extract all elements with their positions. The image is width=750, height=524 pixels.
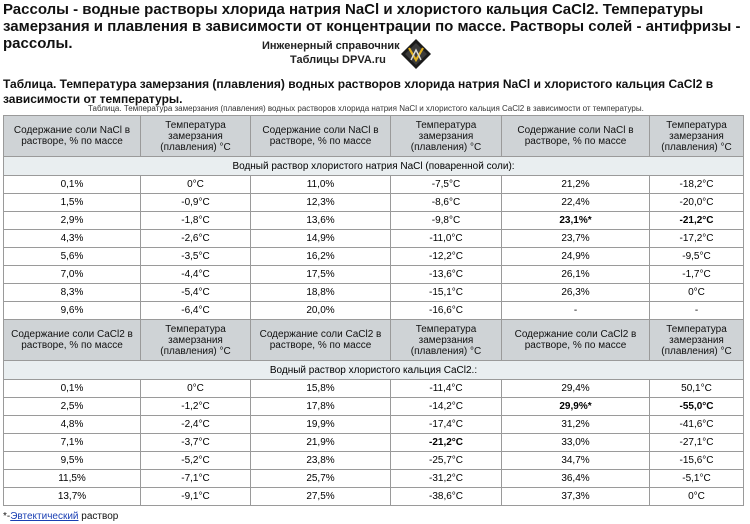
table-cell: 21,2% bbox=[502, 176, 650, 194]
table-cell: 2,9% bbox=[4, 212, 141, 230]
table-cell: -3,5°С bbox=[141, 248, 251, 266]
table-cell: 9,6% bbox=[4, 302, 141, 320]
table-cell: 23,7% bbox=[502, 230, 650, 248]
column-header: Температура замерзания (плавления) °С bbox=[391, 116, 502, 157]
table-cell: -16,6°С bbox=[391, 302, 502, 320]
table-row bbox=[4, 302, 744, 320]
table-cell: - bbox=[502, 302, 650, 320]
footnote-prefix: *- bbox=[3, 511, 11, 522]
table-cell: -13,6°С bbox=[391, 266, 502, 284]
table-cell: 29,4% bbox=[502, 380, 650, 398]
table-cell: 27,5% bbox=[251, 488, 391, 506]
table-cell bbox=[502, 398, 650, 416]
table-cell: 20,0% bbox=[251, 302, 391, 320]
table-cell: 9,5% bbox=[4, 452, 141, 470]
table-row bbox=[4, 284, 744, 302]
table-cell: 8,3% bbox=[4, 284, 141, 302]
table-cell: -9,5°С bbox=[650, 248, 744, 266]
table-cell: -18,2°С bbox=[650, 176, 744, 194]
table-cell: -6,4°С bbox=[141, 302, 251, 320]
table-cell: -20,0°С bbox=[650, 194, 744, 212]
table-cell: -15,6°С bbox=[650, 452, 744, 470]
section-row bbox=[4, 157, 744, 176]
column-header: Температура замерзания (плавления) °С bbox=[650, 116, 744, 157]
table-cell: -15,1°С bbox=[391, 284, 502, 302]
table-cell: -27,1°С bbox=[650, 434, 744, 452]
table-row bbox=[4, 452, 744, 470]
table-row bbox=[4, 434, 744, 452]
eutectic-value: -21,2°С bbox=[428, 437, 463, 448]
table-row bbox=[4, 488, 744, 506]
table-cell: -2,4°С bbox=[141, 416, 251, 434]
page-title: Рассолы - водные растворы хлорида натрия NaCl и хлористого кальция CaCl2. Температуры замерзания и плавления в зависимости от концентрации по массе. Растворы солей - антифризы - рассолы. bbox=[3, 1, 741, 52]
table-header-row bbox=[4, 116, 744, 157]
table-cell: 17,8% bbox=[251, 398, 391, 416]
table-cell: 0,1% bbox=[4, 176, 141, 194]
table-cell: 11,0% bbox=[251, 176, 391, 194]
table-cell: 7,0% bbox=[4, 266, 141, 284]
table-cell: 26,1% bbox=[502, 266, 650, 284]
column-header: Содержание соли CaCl2 в растворе, % по массе bbox=[251, 320, 391, 361]
table-cell: 31,2% bbox=[502, 416, 650, 434]
table-cell: 0°С bbox=[650, 488, 744, 506]
eutectic-value: 23,1%* bbox=[559, 215, 592, 226]
table-cell: 26,3% bbox=[502, 284, 650, 302]
table-cell bbox=[391, 434, 502, 452]
table-cell: -7,5°С bbox=[391, 176, 502, 194]
section-row bbox=[4, 361, 744, 380]
table-cell: 25,7% bbox=[251, 470, 391, 488]
table-cell: -3,7°С bbox=[141, 434, 251, 452]
table-cell: -0,9°С bbox=[141, 194, 251, 212]
table-cell: 12,3% bbox=[251, 194, 391, 212]
table-cell: 34,7% bbox=[502, 452, 650, 470]
table-cell: - bbox=[650, 302, 744, 320]
column-header: Содержание соли CaCl2 в растворе, % по массе bbox=[4, 320, 141, 361]
table-row bbox=[4, 212, 744, 230]
table-cell: 24,9% bbox=[502, 248, 650, 266]
table-cell: 0°С bbox=[650, 284, 744, 302]
table-row bbox=[4, 380, 744, 398]
table-cell: 23,8% bbox=[251, 452, 391, 470]
table-cell: 13,7% bbox=[4, 488, 141, 506]
table-heading: Таблица. Температура замерзания (плавления) водных растворов хлорида натрия NaCl и хлористого кальция CaCl2 в зависимости от температуры. bbox=[3, 77, 714, 106]
table-row bbox=[4, 230, 744, 248]
table-cell: 33,0% bbox=[502, 434, 650, 452]
footnote bbox=[3, 511, 118, 522]
column-header: Содержание соли NaCl в растворе, % по массе bbox=[502, 116, 650, 157]
table-cell: 11,5% bbox=[4, 470, 141, 488]
column-header: Температура замерзания (плавления) °С bbox=[391, 320, 502, 361]
table-cell: -12,2°С bbox=[391, 248, 502, 266]
eutectic-value: -55,0°С bbox=[679, 401, 714, 412]
table-cell: -1,7°С bbox=[650, 266, 744, 284]
table-cell: 4,3% bbox=[4, 230, 141, 248]
table-cell: -11,4°С bbox=[391, 380, 502, 398]
table-cell: 0°С bbox=[141, 380, 251, 398]
section-title: Водный раствор хлористого натрия NaCl (поваренной соли): bbox=[4, 157, 744, 176]
table-cell: -17,2°С bbox=[650, 230, 744, 248]
column-header: Температура замерзания (плавления) °С bbox=[650, 320, 744, 361]
table-cell: 13,6% bbox=[251, 212, 391, 230]
table-row bbox=[4, 398, 744, 416]
table-cell: 17,5% bbox=[251, 266, 391, 284]
table-cell: -7,1°С bbox=[141, 470, 251, 488]
table-cell: 37,3% bbox=[502, 488, 650, 506]
table-cell: 21,9% bbox=[251, 434, 391, 452]
table-cell: -25,7°С bbox=[391, 452, 502, 470]
table-cell: 4,8% bbox=[4, 416, 141, 434]
watermark-line2: Таблицы DPVA.ru bbox=[290, 54, 386, 66]
table-row bbox=[4, 470, 744, 488]
table-cell bbox=[502, 212, 650, 230]
table-cell: -5,1°С bbox=[650, 470, 744, 488]
eutectic-link[interactable]: Эвтектический bbox=[10, 511, 79, 522]
table-cell: -1,2°С bbox=[141, 398, 251, 416]
table-cell: -41,6°С bbox=[650, 416, 744, 434]
table-row bbox=[4, 416, 744, 434]
column-header: Содержание соли NaCl в растворе, % по массе bbox=[251, 116, 391, 157]
table-cell: 22,4% bbox=[502, 194, 650, 212]
table-cell: -5,4°С bbox=[141, 284, 251, 302]
table-cell: 19,9% bbox=[251, 416, 391, 434]
table-cell: 7,1% bbox=[4, 434, 141, 452]
table-cell: 2,5% bbox=[4, 398, 141, 416]
table-row bbox=[4, 194, 744, 212]
table-cell: -5,2°С bbox=[141, 452, 251, 470]
table-cell: 16,2% bbox=[251, 248, 391, 266]
table-cell: 0,1% bbox=[4, 380, 141, 398]
table-cell: 50,1°С bbox=[650, 380, 744, 398]
table-cell: 0°С bbox=[141, 176, 251, 194]
table-cell: -31,2°С bbox=[391, 470, 502, 488]
table-cell: -38,6°С bbox=[391, 488, 502, 506]
table-cell bbox=[650, 398, 744, 416]
table-cell: 36,4% bbox=[502, 470, 650, 488]
table-row bbox=[4, 176, 744, 194]
column-header: Содержание соли NaCl в растворе, % по массе bbox=[4, 116, 141, 157]
table-cell bbox=[650, 212, 744, 230]
section-title: Водный раствор хлористого кальция CaCl2.: bbox=[4, 361, 744, 380]
table-cell: -4,4°С bbox=[141, 266, 251, 284]
table-cell: 18,8% bbox=[251, 284, 391, 302]
column-header: Температура замерзания (плавления) °С bbox=[141, 320, 251, 361]
table-header-row bbox=[4, 320, 744, 361]
table-row bbox=[4, 248, 744, 266]
freezing-point-table bbox=[3, 115, 744, 506]
watermark-line1: Инженерный справочник bbox=[262, 40, 400, 52]
eutectic-value: -21,2°С bbox=[679, 215, 714, 226]
column-header: Содержание соли CaCl2 в растворе, % по массе bbox=[502, 320, 650, 361]
table-cell: -11,0°С bbox=[391, 230, 502, 248]
table-cell: -9,8°С bbox=[391, 212, 502, 230]
table-cell: -1,8°С bbox=[141, 212, 251, 230]
site-watermark bbox=[262, 40, 434, 70]
table-cell: -8,6°С bbox=[391, 194, 502, 212]
footnote-suffix: раствор bbox=[78, 511, 119, 522]
table-cell: -2,6°С bbox=[141, 230, 251, 248]
table-cell: -17,4°С bbox=[391, 416, 502, 434]
dpva-logo-icon bbox=[400, 38, 432, 70]
table-cell: 15,8% bbox=[251, 380, 391, 398]
table-row bbox=[4, 266, 744, 284]
eutectic-value: 29,9%* bbox=[559, 401, 592, 412]
table-cell: -14,2°С bbox=[391, 398, 502, 416]
column-header: Температура замерзания (плавления) °С bbox=[141, 116, 251, 157]
table-cell: 14,9% bbox=[251, 230, 391, 248]
table-cell: -9,1°С bbox=[141, 488, 251, 506]
table-cell: 5,6% bbox=[4, 248, 141, 266]
table-cell: 1,5% bbox=[4, 194, 141, 212]
table-caption: Таблица. Температура замерзания (плавления) водных растворов хлорида натрия NaCl и хлористого кальция CaCl2 в зависимости от температуры. bbox=[88, 104, 644, 113]
